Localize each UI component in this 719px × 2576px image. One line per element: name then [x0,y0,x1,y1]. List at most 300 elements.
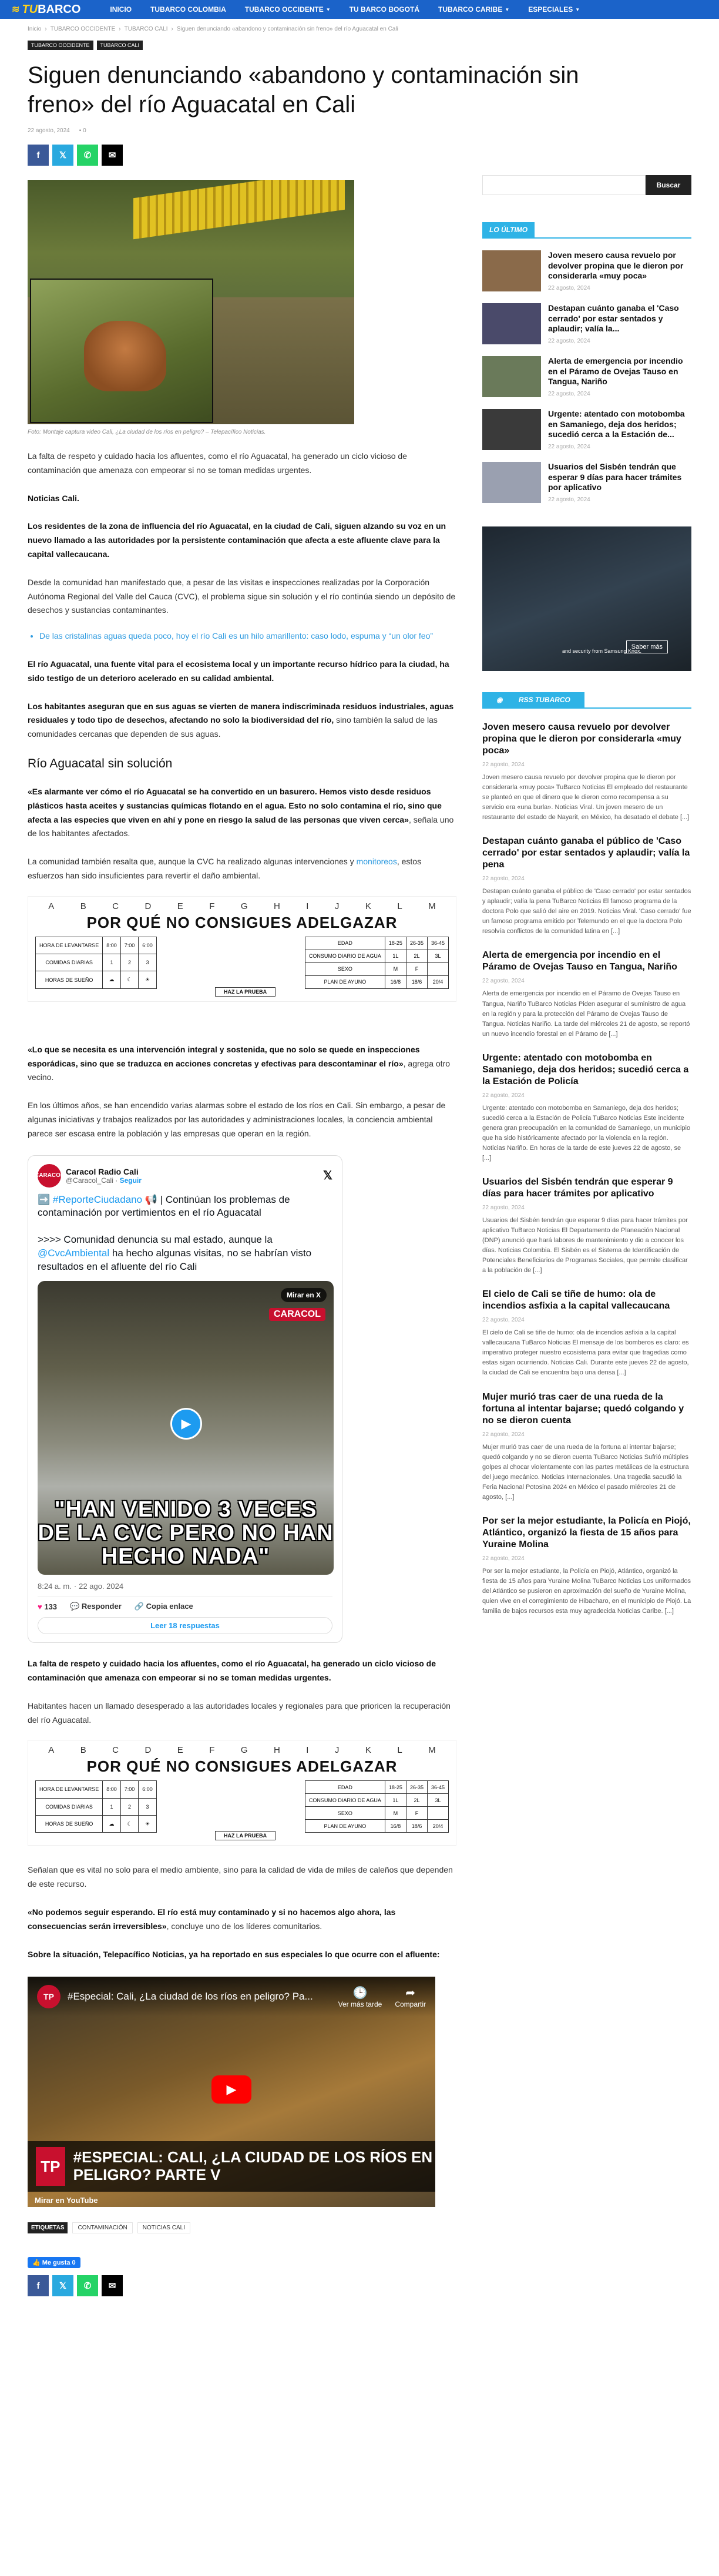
related-links [28,629,456,643]
ad-grid [35,1780,449,1833]
tags-label: ETIQUETAS [28,2222,68,2233]
latest-text [548,462,691,503]
nav-item-label: TUBARCO CARIBE [438,5,503,14]
rss-item-title[interactable]: El cielo de Cali se tiñe de humo: ola de incendios asfixia a la capital vallecaucana [482,1289,670,1312]
image-caption: Foto: Montaje captura video Cali, ¿La ciudad de los ríos en peligro? – Telepacífico Noticias. [28,429,266,435]
text: La comunidad también resalta que, aunque la CVC ha realizado algunas intervenciones y [28,857,357,867]
latest-thumbnail[interactable] [482,250,541,291]
tweet-text-part: >>>> Comunidad denuncia su mal estado, aunque la [38,1234,273,1246]
latest-text [548,303,691,344]
ad-cell: 1L [385,1794,406,1807]
tweet-timestamp[interactable]: 8:24 a. m. · 22 ago. 2024 [38,1582,124,1591]
rss-item-date: 22 agosto, 2024 [482,1204,525,1211]
rss-item-date: 22 agosto, 2024 [482,978,525,985]
text: , estos esfuerzos han sido insuficientes para revertir el daño ambiental. [28,857,422,880]
paragraph: Desde la comunidad han manifestado que, a pesar de las visitas e inspecciones realizadas por la Corporación Autónoma Regional del Valle del Cauca (CVC), el problema sigue sin solución y el río continúa siendo un depósito de desechos y sustancias contaminantes. [28,577,456,615]
paragraph [28,519,456,561]
latest-thumbnail[interactable] [482,409,541,450]
ad-letter: J [334,1745,340,1756]
facebook-share-button[interactable] [28,2275,49,2296]
text: , concluye uno de los líderes comunitarios. [166,1921,322,1931]
ad-table-right [305,937,449,989]
inline-link[interactable]: monitoreos [356,857,397,867]
ad-letter: G [240,1745,248,1756]
ad-letter: C [112,1745,119,1756]
ad-letter: E [177,1745,183,1756]
like-button[interactable] [38,1602,57,1611]
search-button[interactable]: Buscar [646,175,691,195]
ad-cell: 36-45 [427,937,448,950]
rss-item-date: 22 agosto, 2024 [482,1431,525,1438]
watch-later-label: Ver más tarde [338,2000,382,2008]
ad-letter: J [334,901,340,911]
ad-cell: HORA DE LEVANTARSE [36,1781,103,1798]
ad-cell: 18-25 [385,1781,406,1794]
watch-later-button[interactable] [338,1985,382,2008]
ad-cell: 36-45 [427,1781,448,1794]
ad-cell: 26-35 [406,1781,427,1794]
heart-icon: ♥ [38,1602,42,1611]
ad-cell: F [406,962,427,975]
ad-cell: ☁ [103,1815,121,1832]
thumb-up-icon: 👍 [32,2259,41,2267]
rss-item [482,722,691,823]
inline-ad-2[interactable] [28,1740,456,1846]
article-meta [28,128,691,134]
copy-link-button[interactable] [135,1602,193,1611]
ad-cell: CONSUMO DIARIO DE AGUA [305,950,385,962]
rss-item-title[interactable]: Alerta de emergencia por incendio en el Páramo de Ovejas Tauso en Tangua, Nariño [482,950,677,972]
bold-text: «Es alarmante ver cómo el río Aguacatal se ha convertido en un basurero. Hemos visto desde residuos plásticos hasta aceites y sustancias químicas flotando en el agua. Esto no solo contamina el río, sino que afecta a las especies que viven en ahí y pone en riesgo la salud de las personas que viven cerca» [28,786,442,824]
ad-cell: 20/4 [427,975,448,988]
rss-item-title[interactable]: Joven mesero causa revuelo por devolver propina que le dieron por considerarla «muy poca» [482,722,681,756]
nav-item-label: ESPECIALES [528,5,573,14]
hero-bridge [133,180,345,239]
ad-letter: I [306,901,309,911]
chevron-down-icon: ▼ [505,6,510,12]
search-input[interactable] [482,175,646,195]
rss-item-excerpt: Alerta de emergencia por incendio en el Páramo de Ovejas Tauso en Tangua, Nariño TuBarco Noticias Piden asegurar el suministro de agua en la región y para la protección del Páramo de Ovejas Tauso de Tangua. Noticias Nariño. La tarde del miércoles 21 de agosto, se reportó un nuevo incendio forestal en el Páramo de [...] [482,990,690,1038]
ad-cell: M [385,962,406,975]
ad-letter: K [365,901,371,911]
rss-item-date: 22 agosto, 2024 [482,762,525,768]
embedded-youtube-video[interactable] [28,1977,435,2207]
video-brand-logo: CARACOL [269,1308,325,1321]
ad-letter: I [306,1745,309,1756]
latest-text [548,409,691,450]
rss-item-excerpt: Por ser la mejor estudiante, la Policía en Piojó, Atlántico, organizó la fiesta de 15 años para Yuraine Molina TuBarco Noticias Los uniformados del Atlántico se pusieron en aproximación del sueño de Yuraine Molina, quien vive en el corregimiento de Hibacharo, en el municipio de Piojó. La familia de bajos recursos esta muy agradecida Noticias Caribe. [...] [482,1567,691,1615]
ad-cell: 16/8 [385,1820,406,1833]
tweet-text-part: ha hecho algunas visitas, no se habrían visto resultados en el afluente del río Cali [38,1247,312,1273]
bold-text: Los residentes de la zona de influencia del río Aguacatal, en la ciudad de Cali, siguen alzando su voz en un nuevo llamado a las autoridades por la persistente contaminación que afecta a este afluente clave para la capital vallecaucana. [28,521,446,559]
facebook-share-button[interactable] [28,145,49,166]
ad-cell: 3L [427,950,448,962]
rss-item [482,1515,691,1616]
paragraph [28,492,456,506]
rss-item-excerpt: Joven mesero causa revuelo por devolver propina que le dieron por considerarla «muy poca» TuBarco Noticias El empleado del restaurante se planteó en que el dinero que le dieron como recompensa a su servicio era «una burla». Noticias Viral. Un joven mesero de un restaurante del estado de Nayarit, en México, ha desatado el debate [...] [482,774,690,821]
article-tags [28,2222,456,2233]
nav-item-label: TUBARCO OCCIDENTE [244,5,324,14]
share-icon: ➦ [405,1986,416,2000]
rss-item-title[interactable]: Destapan cuánto ganaba el público de 'Caso cerrado' por estar sentados y aplaudir; valía la pena [482,836,690,870]
ad-letter: L [397,901,402,911]
share-bar-bottom [28,2275,456,2296]
arrow-icon: ➡️ [38,1193,51,1205]
latest-title-link[interactable]: Joven mesero causa revuelo por devolver propina que le dieron por considerarla «muy poca» [548,250,684,280]
rss-item [482,950,691,1039]
nav-item-label: TUBARCO COLOMBIA [150,5,226,14]
like-label: Me gusta 0 [42,2259,76,2267]
share-label: Compartir [395,2000,426,2008]
article-date: 22 agosto, 2024 [28,128,70,134]
telepacifico-logo: TP [36,2147,65,2186]
ad-table-left [35,1780,157,1833]
tweet-text-part: | Continúan los problemas de contaminación por vertimientos en el río Aguacatal [38,1193,290,1219]
rss-item-date: 22 agosto, 2024 [482,876,525,883]
rss-item-excerpt: Urgente: atentado con motobomba en Samaniego, deja dos heridos; sucedió cerca a la Estación de Policía TuBarco Noticias Este incidente genera gran preocupación en la comunidad de Samaniego, un municipio que ha sido históricamente afectado por la violencia en la región. Noticias Nariño. En horas de la tarde de este jueves 22 de agosto, se [...] [482,1104,691,1162]
ad-letter: M [428,1745,436,1756]
sidebar-ad[interactable] [482,526,691,671]
ad-table-right [305,1780,449,1833]
latest-title: LO ÚLTIMO [482,222,535,237]
latest-title-link[interactable]: Alerta de emergencia por incendio en el Páramo de Ovejas Tauso en Tangua, Nariño [548,356,683,386]
ad-cell: 3 [139,954,157,971]
play-icon[interactable]: ▶ [170,1408,202,1440]
search-form [482,175,691,195]
rss-header [482,692,691,709]
nav-menu [100,5,589,14]
ad-cell: 3 [139,1798,157,1815]
latest-text [548,356,691,397]
ad-cell: 18/6 [406,1820,427,1833]
bold-text: El río Aguacatal, una fuente vital para el ecosistema local y un importante recurso hídrico para la ciudad, ha sido testigo de un deterioro acelerado en su calidad ambiental. [28,659,449,683]
ad-cell: EDAD [305,937,385,950]
bold-text: Sobre la situación, Telepacífico Noticias, ya ha reportado en sus especiales lo que ocurre con el afluente: [28,1949,440,1959]
ad-cell: ☀ [139,971,157,988]
video-caption-text: "HAN VENIDO 3 VECES DE LA CVC PERO NO HAN HECHO NADA" [38,1497,334,1569]
ad-cell: 16/8 [385,975,406,988]
latest-title-link[interactable]: Urgente: atentado con motobomba en Samaniego, deja dos heridos; sucedió cerca a la Estación de... [548,409,685,439]
featured-image [28,180,354,424]
watch-on-x-button[interactable]: Mirar en X [281,1288,327,1302]
chevron-down-icon: ▼ [575,6,580,12]
rss-item [482,836,691,937]
ad-cell: 26-35 [406,937,427,950]
ad-cell: 1 [103,954,121,971]
comment-count[interactable] [79,128,86,134]
ad-cell: 2 [120,954,139,971]
rss-item-title[interactable]: Por ser la mejor estudiante, la Policía en Piojó, Atlántico, organizó la fiesta de 15 años para Yuraine Molina [482,1515,691,1549]
x-icon: 𝕏 [59,2281,67,2292]
sidebar [482,180,691,2310]
latest-title-link[interactable]: Usuarios del Sisbén tendrán que esperar 9 días para hacer trámites por aplicativo [548,462,682,492]
tag-list [72,2222,190,2233]
reply-label: Responder [81,1602,122,1611]
latest-list [482,250,691,503]
yt-tools [338,1985,426,2008]
ad-cell: 7:00 [120,1781,139,1798]
email-icon: ✉ [108,150,116,160]
text: , señala uno de los habitantes afectados. [28,814,454,838]
latest-item[interactable] [482,462,691,503]
paragraph [28,658,456,686]
breadcrumb-item[interactable]: Inicio [28,26,42,32]
article-body [28,180,456,2310]
ad-cell: CONSUMO DIARIO DE AGUA [305,1794,385,1807]
ad-letter: G [240,901,248,911]
whatsapp-share-button[interactable] [77,2275,98,2296]
ad-cell: ☾ [120,1815,139,1832]
bold-text: «No podemos seguir esperando. El río está muy contaminado y si no hacemos algo ahora, las consecuencias serán irreversibles» [28,1907,396,1931]
ad-cell: 2L [406,950,427,962]
nav-item[interactable] [429,5,519,14]
video-title[interactable]: #Especial: Cali, ¿La ciudad de los ríos en peligro? Pa... [68,1991,313,2003]
nav-item-label: INICIO [110,5,132,14]
ad-cell: PLAN DE AYUNO [305,975,385,988]
rss-item-excerpt: Destapan cuánto ganaba el público de 'Caso cerrado' por estar sentados y aplaudir; valía la pena TuBarco Noticias El famoso programa de la doctora Polo que salió del aire en 2019. Noticias Viral. 'Caso cerrado' fue un famoso programa emitido por Telemundo en el que la doctora Polo resolvía conflictos de la comunidad latina en [...] [482,888,691,935]
nav-item[interactable] [141,5,236,14]
ad-letter: D [145,1745,152,1756]
tweet-handle-row: @Caracol_Cali · Seguir [66,1176,142,1185]
mention-link[interactable]: @CvcAmbiental [38,1247,110,1259]
whatsapp-icon: ✆ [83,150,92,160]
breadcrumb-item: Siguen denunciando «abandono y contaminación sin freno» del río Aguacatal en Cali [176,26,398,32]
whatsapp-share-button[interactable] [77,145,98,166]
latest-text [548,250,691,291]
ad-cell: PLAN DE AYUNO [305,1820,385,1833]
facebook-icon: f [36,2280,40,2291]
logo-text: BARCO [38,2,81,16]
ad-cell: M [385,1807,406,1820]
rss-item-title[interactable]: Urgente: atentado con motobomba en Samaniego, deja dos heridos; sucedió cerca a la Estación de Policía [482,1052,689,1086]
breadcrumb-item[interactable]: TUBARCO CALI [124,26,168,32]
tweet-time: 8:24 a. m. [38,1582,72,1591]
latest-thumbnail[interactable] [482,303,541,344]
paragraph [28,855,456,883]
read-replies-button[interactable]: Leer 18 respuestas [38,1617,332,1634]
ad-letter: B [80,901,86,911]
rss-list [482,722,691,1616]
ad-letter: H [273,1745,280,1756]
paragraph: Habitantes hacen un llamado desesperado a las autoridades locales y regionales para que prioricen la recuperación del río Aguacatal. [28,1700,451,1725]
ad-cell: HORA DE LEVANTARSE [36,937,103,954]
ad-letter: A [48,1745,55,1756]
bold-text: Los habitantes aseguran que en sus aguas se vierten de manera indiscriminada residuos industriales, aguas residuales y todo tipo de desechos, afectando no solo la biodiversidad del río, [28,701,454,725]
nav-item[interactable] [340,5,429,14]
ad-cell: COMIDAS DIARIAS [36,1798,103,1815]
logo-icon: ≋ [12,5,20,15]
reply-button[interactable] [70,1602,122,1611]
site-logo[interactable] [12,3,80,16]
text: sino también la salud de las comunidades cercanas que dependen de sus aguas. [28,715,438,739]
ad-caption: and security from Samsung Knox. [562,648,642,655]
rss-item-date: 22 agosto, 2024 [482,1317,525,1324]
bold-text: La falta de respeto y cuidado hacia los afluentes, como el río Aguacatal, ha generado un ciclo vicioso de contaminación que amenaza con empeorar si no se toman medidas urgentes. [28,1659,436,1682]
megaphone-icon: 📢 [145,1193,157,1205]
link-icon: 🔗 [134,1602,144,1611]
breadcrumb-item[interactable]: TUBARCO OCCIDENTE [50,26,116,32]
facebook-icon: f [36,150,40,160]
hashtag-link[interactable]: #ReporteCiudadano [52,1193,143,1205]
facebook-like-button[interactable] [28,2257,80,2268]
ad-cell: 8:00 [103,937,121,954]
paragraph [28,1657,456,1685]
top-nav [0,0,719,19]
rss-item [482,1052,691,1163]
ad-letter: B [80,1745,86,1756]
tweet-date: 22 ago. 2024 [79,1582,124,1591]
latest-item[interactable] [482,303,691,344]
ad-cta-button[interactable]: HAZ LA PRUEBA [215,1831,275,1840]
related-link[interactable]: • De las cristalinas aguas queda poco, hoy el río Cali es un hilo amarillento: caso lodo, espuma y “un olor feo” [39,629,456,643]
article-title: Siguen denunciando «abandono y contaminación sin freno» del río Aguacatal en Cali [28,62,579,118]
follow-button[interactable]: Seguir [119,1176,142,1185]
paragraph: La falta de respeto y cuidado hacia los afluentes, como el río Aguacatal, ha generado un ciclo vicioso de contaminación que amenaza con empeorar si no se toman medidas urgentes. [28,451,407,475]
x-logo-icon[interactable]: 𝕏 [322,1169,332,1183]
ad-cell: 3L [427,1794,448,1807]
ad-cell: ☁ [103,971,121,988]
rss-item-date: 22 agosto, 2024 [482,1555,525,1562]
tag-link[interactable]: CONTAMINACIÓN [72,2222,132,2233]
ad-cell: HORAS DE SUEÑO [36,1815,103,1832]
x-share-button[interactable] [52,145,73,166]
video-overlay-title: #ESPECIAL: CALI, ¿LA CIUDAD DE LOS RÍOS EN PELIGRO? PARTE V [73,2148,433,2184]
latest-item[interactable] [482,356,691,397]
ad-cta-button[interactable]: HAZ LA PRUEBA [215,987,275,997]
embedded-tweet [28,1155,342,1643]
paragraph: En los últimos años, se han encendido varias alarmas sobre el estado de los ríos en Cali. Sin embargo, a pesar de algunas iniciativas y trabajos realizados por las autoridades y administraciones locales, la conciencia ambiental parece ser escasa entre la población y las empresas que operan en la región. [28,1101,446,1138]
copy-label: Copia enlace [146,1602,193,1611]
whatsapp-icon: ✆ [83,2281,92,2292]
rss-title [482,692,584,707]
rss-title-text: RSS TUBARCO [512,692,577,707]
ad-letter: F [209,1745,215,1756]
like-count: 133 [44,1602,58,1611]
watch-on-youtube-link[interactable]: Mirar en YouTube [35,2196,98,2205]
text: , agrega otro vecino. [28,1058,451,1082]
avatar[interactable]: CARACOL [38,1164,61,1188]
ad-grid [35,937,449,989]
chevron-down-icon: ▼ [325,6,331,12]
rss-item-date: 22 agosto, 2024 [482,1092,525,1099]
latest-item[interactable] [482,250,691,291]
rss-item [482,1176,691,1276]
x-share-button[interactable] [52,2275,73,2296]
tweet-author [66,1167,142,1185]
latest-date: 22 agosto, 2024 [548,337,590,344]
tweet-actions [38,1596,332,1611]
ad-letter: A [48,901,55,911]
ad-cell: ☀ [139,1815,157,1832]
nav-item[interactable] [519,5,589,14]
comment-icon: ▪ [79,128,82,134]
latest-item[interactable] [482,409,691,450]
ad-letter: K [365,1745,371,1756]
category-tags [28,41,691,50]
latest-date: 22 agosto, 2024 [548,496,590,503]
breadcrumb-separator: › [119,26,121,32]
category-badge[interactable]: TUBARCO CALI [97,41,143,50]
ad-learn-more-button[interactable]: Saber más [626,640,668,653]
ad-letters [35,901,449,911]
ad-cell: 18-25 [385,937,406,950]
rss-item-title[interactable]: Mujer murió tras caer de una rueda de la fortuna al intentar bajarse; quedó colgando y no se dieron cuenta [482,1391,684,1425]
ad-cell: SEXO [305,962,385,975]
ad-cell: SEXO [305,1807,385,1820]
ad-cell: ☾ [120,971,139,988]
nav-item[interactable] [236,5,340,14]
nav-item-label: TU BARCO BOGOTÁ [349,5,419,14]
breadcrumb-separator: › [45,26,47,32]
rss-item-excerpt: Mujer murió tras caer de una rueda de la fortuna al intentar bajarse; quedó colgando y no se dieron cuenta TuBarco Noticias Sufrió múltiples golpes al chocar violentamente con las partes metálicas de la estructura del juego mecánico. Noticias Internacionales. Una tragedia sacudió la Feria Nacional Potosina 2024 en México el pasado miércoles 21 de agosto, [...] [482,1443,689,1501]
ad-letter: F [209,901,215,911]
ad-cell: COMIDAS DIARIAS [36,954,103,971]
yt-header [28,1977,435,2017]
bold-text: «Lo que se necesita es una intervención integral y sostenida, que no solo se quede en inspecciones esporádicas, sino que se traduzca en acciones concretas y efectivas para descontaminar el río» [28,1044,420,1068]
clock-icon: 🕒 [352,1986,368,2000]
ad-cell: 20/4 [427,1820,448,1833]
latest-thumbnail[interactable] [482,462,541,503]
rss-item-title[interactable]: Usuarios del Sisbén tendrán que esperar 9 días para hacer trámites por aplicativo [482,1176,673,1199]
paragraph: Señalan que es vital no solo para el medio ambiente, sino para la calidad de vida de miles de caleños que dependen de este recurso. [28,1865,453,1889]
video-title-band [28,2141,435,2192]
ad-cell: 18/6 [406,975,427,988]
tweet-video[interactable] [38,1281,334,1575]
ad-cell: HORAS DE SUEÑO [36,971,103,988]
ad-cell: 2L [406,1794,427,1807]
category-badge[interactable]: TUBARCO OCCIDENTE [28,41,93,50]
ad-cell: 1 [103,1798,121,1815]
breadcrumb-separator: › [171,26,173,32]
rss-icon: ◉ [489,692,509,707]
ad-letter: M [428,901,436,911]
ad-cell [427,1807,448,1820]
nav-item[interactable] [100,5,141,14]
breadcrumb [28,26,691,32]
tweet-handle[interactable]: @Caracol_Cali [66,1176,113,1185]
ad-cell: 7:00 [120,937,139,954]
tweet-text [38,1193,332,1274]
ad-cell: 6:00 [139,937,157,954]
ad-letter: L [397,1745,402,1756]
bold-text: Noticias Cali. [28,493,79,503]
latest-title-link[interactable]: Destapan cuánto ganaba el 'Caso cerrado' por estar sentados y aplaudir; valía la... [548,303,679,333]
email-share-button[interactable] [102,2275,123,2296]
latest-thumbnail[interactable] [482,356,541,397]
section-heading: Río Aguacatal sin solución [28,756,173,770]
paragraph [28,700,456,742]
ad-cell [427,962,448,975]
rss-item [482,1391,691,1502]
hero-inset [30,279,213,423]
share-bar-top [28,145,691,166]
latest-header [482,222,691,239]
youtube-play-icon[interactable]: ▶ [211,2075,251,2104]
channel-avatar[interactable]: TP [37,1985,61,2008]
email-share-button[interactable] [102,145,123,166]
tweet-author-name[interactable]: Caracol Radio Cali [66,1166,139,1176]
ad-letter: C [112,901,119,911]
x-icon: 𝕏 [59,150,67,160]
share-button[interactable] [395,1985,426,2008]
inline-ad-1[interactable] [28,896,456,1002]
logo-tu: TU [22,2,38,16]
tag-link[interactable]: NOTICIAS CALI [137,2222,190,2233]
paragraph [28,1948,456,1962]
ad-cell: 2 [120,1798,139,1815]
ad-letter: E [177,901,183,911]
ad-letter: D [145,901,152,911]
